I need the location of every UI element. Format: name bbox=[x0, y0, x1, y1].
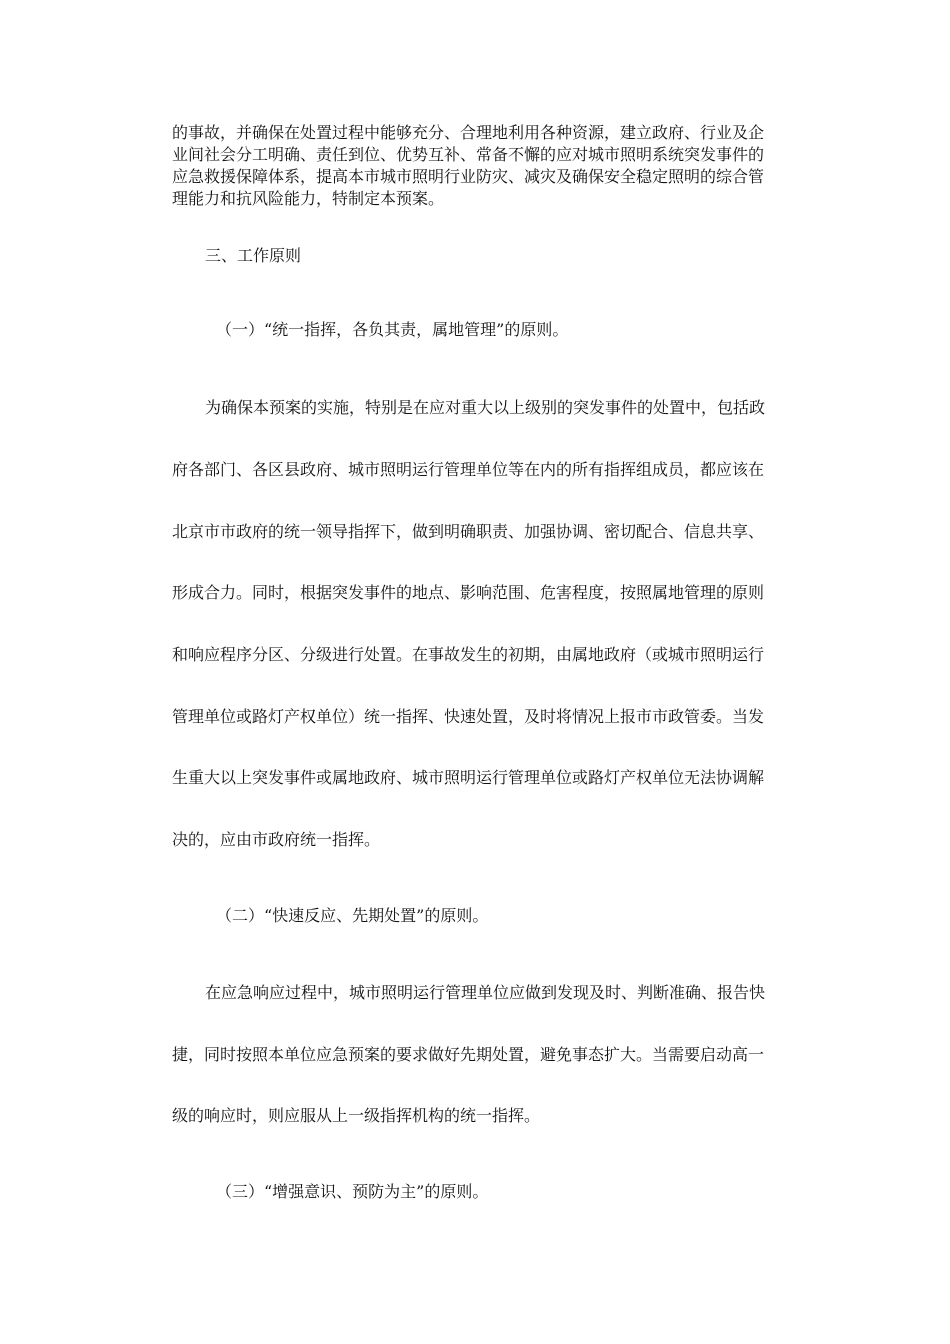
principle-1-line-3: 北京市市政府的统一领导指挥下，做到明确职责、加强协调、密切配合、信息共享、 bbox=[172, 522, 765, 541]
intro-line-3: 应急救援保障体系，提高本市城市照明行业防灾、减灾及确保安全稳定照明的综合管 bbox=[172, 167, 765, 186]
principle-2-line-2: 捷，同时按照本单位应急预案的要求做好先期处置，避免事态扩大。当需要启动高一 bbox=[172, 1045, 765, 1064]
principle-2-title: （二）“快速反应、先期处置”的原则。 bbox=[216, 906, 489, 925]
principle-2-line-1: 在应急响应过程中，城市照明运行管理单位应做到发现及时、判断准确、报告快 bbox=[205, 983, 766, 1002]
principle-1-title: （一）“统一指挥，各负其责，属地管理”的原则。 bbox=[216, 320, 569, 339]
principle-3-title: （三）“增强意识、预防为主”的原则。 bbox=[216, 1182, 489, 1201]
principle-2-line-3: 级的响应时，则应服从上一级指挥机构的统一指挥。 bbox=[172, 1106, 541, 1125]
intro-line-4: 理能力和抗风险能力，特制定本预案。 bbox=[172, 189, 445, 208]
principle-1-line-6: 管理单位或路灯产权单位）统一指挥、快速处置，及时将情况上报市市政管委。当发 bbox=[172, 707, 765, 726]
principle-1-line-2: 府各部门、各区县政府、城市照明运行管理单位等在内的所有指挥组成员，都应该在 bbox=[172, 460, 765, 479]
principle-1-line-5: 和响应程序分区、分级进行处置。在事故发生的初期，由属地政府（或城市照明运行 bbox=[172, 645, 765, 664]
principle-1-line-4: 形成合力。同时，根据突发事件的地点、影响范围、危害程度，按照属地管理的原则 bbox=[172, 583, 765, 602]
principle-1-line-7: 生重大以上突发事件或属地政府、城市照明运行管理单位或路灯产权单位无法协调解 bbox=[172, 768, 765, 787]
principle-1-line-1: 为确保本预案的实施，特别是在应对重大以上级别的突发事件的处置中，包括政 bbox=[205, 398, 766, 417]
intro-line-1: 的事故，并确保在处置过程中能够充分、合理地利用各种资源，建立政府、行业及企 bbox=[172, 123, 765, 142]
intro-line-2: 业间社会分工明确、责任到位、优势互补、常备不懈的应对城市照明系统突发事件的 bbox=[172, 145, 765, 164]
principle-1-line-8: 决的，应由市政府统一指挥。 bbox=[172, 830, 381, 849]
intro-paragraph bbox=[172, 122, 812, 210]
section-heading: 三、工作原则 bbox=[205, 246, 302, 265]
